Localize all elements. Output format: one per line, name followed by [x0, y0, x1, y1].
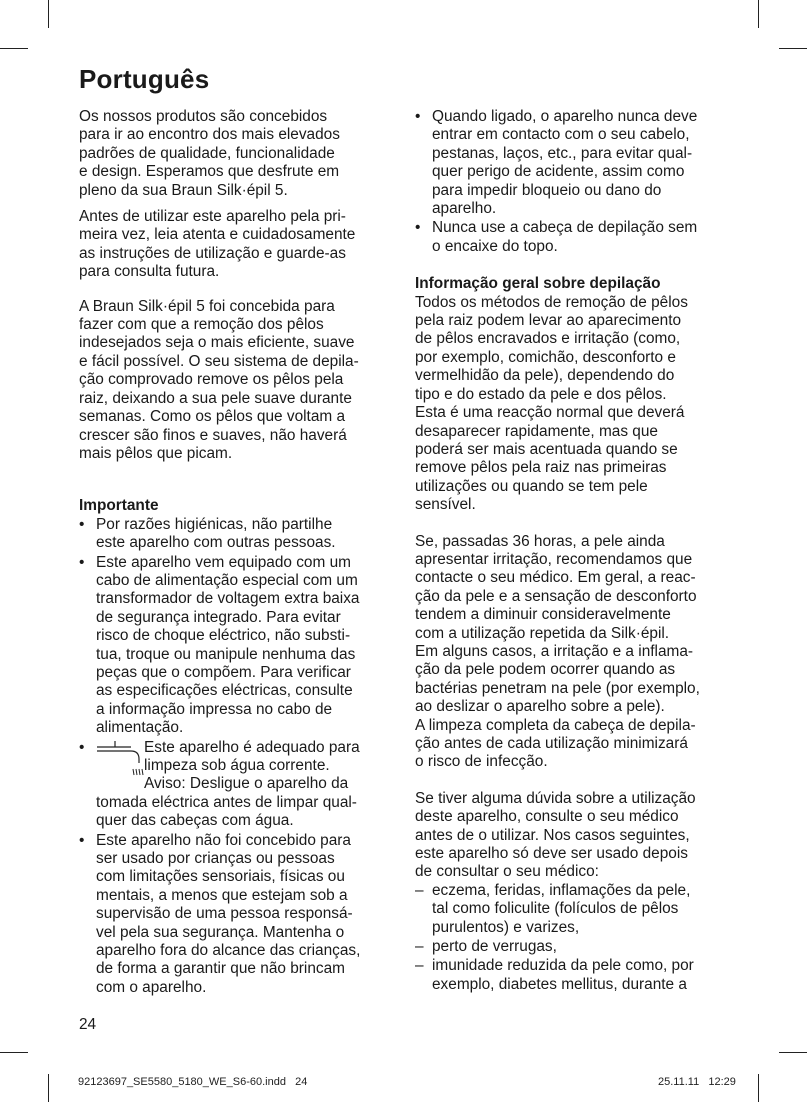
- text-line: tal como foliculite (folículos de pêlos: [432, 900, 679, 918]
- text-line: vel pela sua segurança. Mantenha o: [96, 923, 345, 941]
- text-line: Este aparelho não foi concebido para: [96, 831, 351, 849]
- list-item-water: [79, 739, 394, 831]
- text-line: perto de verrugas,: [432, 938, 557, 956]
- intro-paragraph-3: [79, 298, 394, 464]
- conditions-list: [415, 882, 731, 994]
- text-line: e design. Esperamos que desfrute em: [79, 163, 340, 181]
- dash-glyph: –: [415, 938, 424, 956]
- dash-glyph: –: [415, 881, 424, 899]
- crop-mark: [48, 1074, 49, 1102]
- text-line: padrões de qualidade, funcionalidade: [79, 144, 335, 162]
- text-line: ao deslizar o aparelho sobre a pele).: [415, 698, 665, 716]
- list-item: [415, 957, 731, 994]
- text-line: Antes de utilizar este aparelho pela pri-: [79, 208, 346, 226]
- bullet-glyph: •: [79, 515, 85, 533]
- text-line: exemplo, diabetes mellitus, durante a: [432, 975, 687, 993]
- text-line: peças que o compõem. Para verificar: [96, 663, 351, 681]
- list-item: [415, 938, 731, 956]
- crop-mark: [758, 0, 759, 28]
- text-line: de consultar o seu médico:: [415, 863, 599, 881]
- text-line: tua, troque ou manipule nenhuma das: [96, 645, 356, 663]
- page-title: Português: [79, 64, 210, 94]
- text-line: bactérias penetram na pele (por exemplo,: [415, 679, 700, 697]
- text-line: Os nossos produtos são concebidos: [79, 108, 328, 125]
- right-column: [415, 108, 731, 995]
- text-line: limpeza sob água corrente.: [144, 757, 330, 774]
- list-item: [79, 554, 394, 738]
- text-line: vermelhidão da pele), dependendo do: [415, 367, 675, 385]
- text-line: Se, passadas 36 horas, a pele ainda: [415, 532, 665, 550]
- list-item: [79, 516, 394, 553]
- text-line: Aviso: Desligue o aparelho da: [144, 775, 349, 793]
- text-line: crescer são finos e suaves, não haverá: [79, 426, 347, 444]
- text-line: alimentação.: [96, 719, 184, 737]
- text-line: para ir ao encontro dos mais elevados: [79, 126, 340, 144]
- intro-paragraph-1: [79, 108, 394, 200]
- text-line: supervisão de uma pessoa responsá-: [96, 905, 353, 923]
- text-line: transformador de voltagem extra baixa: [96, 590, 360, 608]
- important-list: [79, 516, 394, 998]
- text-line: utilizações ou quando se tem pele: [415, 477, 648, 495]
- bullet-glyph: •: [415, 219, 421, 237]
- text-line: risco de choque eléctrico, não substi-: [96, 627, 351, 645]
- text-line: A limpeza completa da cabeça de depila-: [415, 716, 696, 734]
- footer-file-info: 92123697_SE5580_5180_WE_S6-60.indd 24: [78, 1076, 308, 1088]
- text-line: purulentos) e varizes,: [432, 918, 580, 936]
- bullet-glyph: •: [79, 738, 85, 756]
- bullet-glyph: •: [415, 108, 421, 125]
- text-line: este aparelho só deve ser usado depois: [415, 845, 688, 863]
- text-line: Em alguns casos, a irritação e a inflama-: [415, 642, 694, 660]
- text-line: tipo e do estado da pele e dos pêlos.: [415, 385, 667, 403]
- text-line: de forma a garantir que não brincam: [96, 960, 345, 978]
- text-line: ção antes de cada utilização minimizará: [415, 735, 688, 752]
- text-line: de segurança integrado. Para evitar: [96, 608, 341, 626]
- text-line: cabo de alimentação especial com um: [96, 571, 358, 589]
- text-line: Quando ligado, o aparelho nunca deve: [432, 108, 698, 125]
- crop-mark: [48, 0, 49, 28]
- text-line: ção da pele podem ocorrer quando as: [415, 661, 676, 679]
- text-line: pestanas, laços, etc., para evitar qual-: [432, 144, 693, 162]
- crop-mark: [779, 48, 807, 49]
- text-line: Este aparelho é adequado para: [144, 738, 360, 756]
- text-line: sensível.: [415, 496, 476, 514]
- text-line: ser usado por crianças ou pessoas: [96, 850, 335, 868]
- text-line: contacte o seu médico. Em geral, a reac-: [415, 569, 696, 587]
- text-line: pleno da sua Braun Silk·épil 5.: [79, 181, 288, 199]
- intro-paragraph-2: [79, 208, 394, 282]
- text-line: remove pêlos pela raiz nas primeiras: [415, 459, 667, 477]
- crop-mark: [0, 1052, 28, 1053]
- crop-mark: [758, 1074, 759, 1102]
- text-line: pela raiz podem levar ao aparecimento: [415, 312, 682, 330]
- crop-mark: [0, 48, 28, 49]
- bullet-glyph: •: [79, 553, 85, 571]
- general-heading: Informação geral sobre depilação: [415, 275, 661, 293]
- tap-water-icon: [91, 739, 149, 777]
- text-line: apresentar irritação, recomendamos que: [415, 550, 693, 568]
- text-line: ção comprovado remove os pêlos pela: [79, 371, 344, 389]
- text-line: tendem a diminuir consideravelmente: [415, 606, 671, 624]
- list-item: [415, 108, 731, 218]
- text-line: Nunca use a cabeça de depilação sem: [432, 219, 698, 237]
- text-line: Por razões higiénicas, não partilhe: [96, 515, 333, 533]
- text-line: quer das cabeças com água.: [96, 812, 294, 830]
- footer-date: 25.11.11 12:29: [658, 1076, 736, 1088]
- text-line: mais pêlos que picam.: [79, 444, 233, 462]
- text-line: Esta é uma reacção normal que deverá: [415, 404, 685, 422]
- important-heading: Importante: [79, 497, 159, 515]
- text-line: aparelho fora do alcance das crianças,: [96, 942, 361, 960]
- text-line: as especificações eléctricas, consulte: [96, 682, 353, 700]
- text-line: por exemplo, comichão, desconforto e: [415, 348, 676, 366]
- text-line: Este aparelho vem equipado com um: [96, 553, 351, 571]
- text-line: tomada eléctrica antes de limpar qual-: [96, 793, 357, 811]
- text-line: desaparecer rapidamente, mas que: [415, 422, 658, 440]
- text-line: semanas. Como os pêlos que voltam a: [79, 408, 346, 426]
- dash-glyph: –: [415, 957, 424, 975]
- text-line: o risco de infecção.: [415, 753, 548, 771]
- text-line: entrar em contacto com o seu cabelo,: [432, 126, 690, 144]
- list-item: [415, 882, 731, 937]
- text-line: com limitações sensoriais, físicas ou: [96, 868, 345, 886]
- text-line: imunidade reduzida da pele como, por: [432, 957, 694, 975]
- left-column: [79, 108, 394, 998]
- text-line: de pêlos encravados e irritação (como,: [415, 330, 681, 348]
- list-item: [415, 219, 731, 256]
- text-line: indesejados seja o mais eficiente, suave: [79, 334, 355, 352]
- text-line: antes de o utilizar. Nos casos seguintes,: [415, 826, 690, 844]
- bullet-glyph: •: [79, 831, 85, 849]
- text-line: mentais, a menos que estejam sob a: [96, 886, 348, 904]
- crop-mark: [779, 1052, 807, 1053]
- text-line: fazer com que a remoção dos pêlos: [79, 316, 324, 334]
- text-line: com a utilização repetida da Silk·épil.: [415, 624, 670, 642]
- text-line: meira vez, leia atenta e cuidadosamente: [79, 226, 356, 244]
- text-line: e fácil possível. O seu sistema de depila-: [79, 352, 359, 370]
- page-number: 24: [79, 1016, 97, 1033]
- text-line: quer perigo de acidente, assim como: [432, 163, 685, 181]
- text-line: aparelho.: [432, 200, 497, 218]
- text-line: A Braun Silk·épil 5 foi concebida para: [79, 297, 335, 315]
- text-line: com o aparelho.: [96, 978, 207, 996]
- text-line: ção da pele e a sensação de desconforto: [415, 587, 697, 605]
- text-line: este aparelho com outras pessoas.: [96, 534, 336, 552]
- list-item: [79, 832, 394, 998]
- text-line: as instruções de utilização e guarde-as: [79, 244, 346, 262]
- text-line: o encaixe do topo.: [432, 237, 558, 255]
- general-paragraph-3: [415, 790, 731, 882]
- text-line: a informação impressa no cabo de: [96, 700, 333, 718]
- text-line: Se tiver alguma dúvida sobre a utilização: [415, 789, 696, 807]
- text-line: deste aparelho, consulte o seu médico: [415, 808, 679, 826]
- text-line: Todos os métodos de remoção de pêlos: [415, 293, 688, 311]
- text-line: eczema, feridas, inflamações da pele,: [432, 881, 691, 899]
- text-line: raiz, deixando a sua pele suave durante: [79, 389, 352, 407]
- text-line: poderá ser mais acentuada quando se: [415, 440, 678, 458]
- general-paragraph-2: [415, 533, 731, 772]
- text-line: para impedir bloqueio ou dano do: [432, 181, 662, 199]
- warning-list: [415, 108, 731, 256]
- text-line: para consulta futura.: [79, 263, 220, 281]
- general-paragraph-1: [415, 294, 731, 515]
